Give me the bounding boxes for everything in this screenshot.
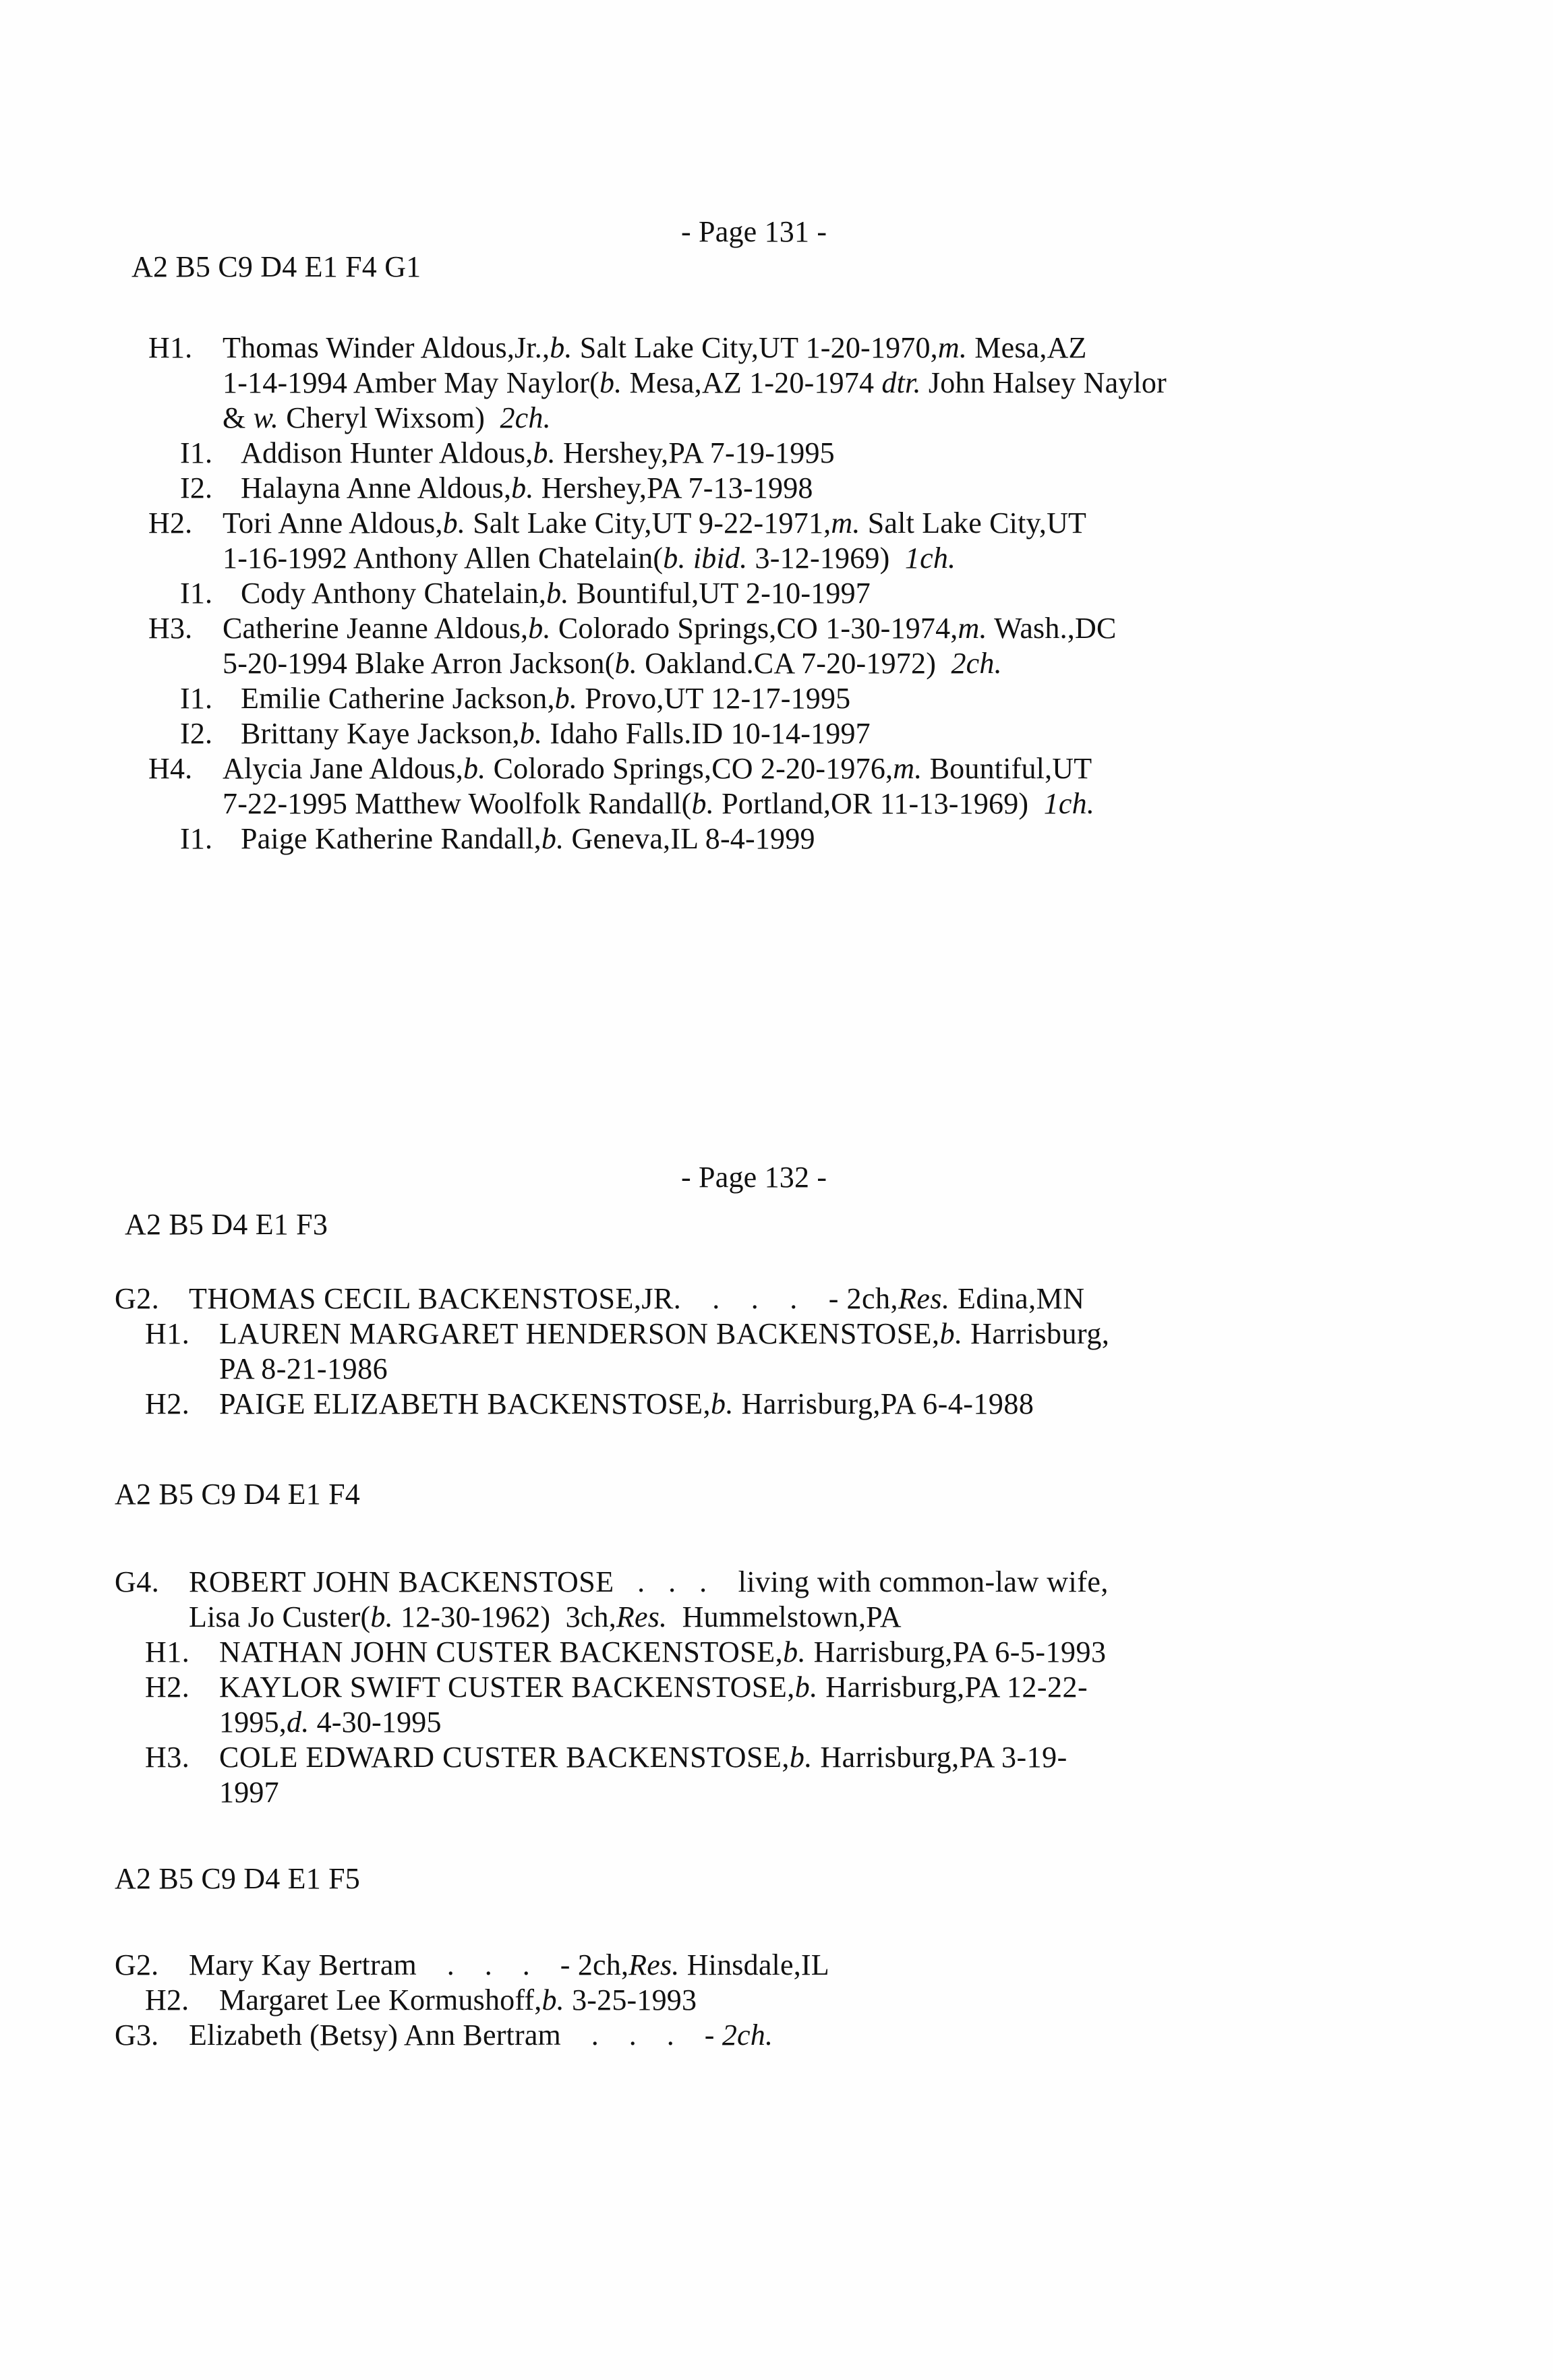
abbreviation: b.	[554, 682, 578, 715]
abbreviation: b.	[528, 612, 551, 645]
entry-text: Paige Katherine Randall,b. Geneva,IL 8-4-1999	[241, 822, 815, 855]
abbreviation: b.	[550, 331, 573, 364]
abbreviation: b.	[541, 1983, 564, 2016]
generation-label: H3.	[148, 612, 193, 645]
entry-text: ROBERT JOHN BACKENSTOSE . . . living with common-law wife,	[189, 1565, 1109, 1598]
entry-text: Lisa Jo Custer(b. 12-30-1962) 3ch,Res. Hummelstown,PA	[189, 1600, 902, 1633]
entry-line	[219, 1705, 442, 1740]
entry-text: Brittany Kaye Jackson,b. Idaho Falls.ID 10-14-1997	[241, 717, 871, 750]
page-number-131: - Page 131 -	[681, 215, 827, 248]
entry-line	[223, 646, 1002, 681]
generation-label: I1.	[180, 436, 213, 469]
abbreviation: b.	[511, 471, 534, 504]
abbreviation: b.	[533, 436, 556, 469]
entry-text: 1995,d. 4-30-1995	[219, 1706, 442, 1739]
entry-line	[180, 821, 815, 857]
generation-label: H4.	[148, 752, 193, 785]
generation-label: I1.	[180, 822, 213, 855]
entry-line	[180, 576, 871, 611]
abbreviation: Res.	[628, 1948, 680, 1981]
generation-label: G2.	[115, 1282, 160, 1315]
entry-line	[180, 716, 871, 751]
abbreviation: b.	[794, 1671, 818, 1704]
page-number-132: - Page 132 -	[681, 1161, 827, 1194]
entry-line	[219, 1775, 279, 1810]
abbreviation: b.	[789, 1741, 813, 1774]
generation-label: I2.	[180, 471, 213, 504]
abbreviation: dtr.	[881, 366, 921, 399]
abbreviation: 1ch.	[904, 542, 956, 575]
entry-line	[145, 1983, 697, 2018]
entry-line	[223, 401, 551, 436]
entry-text: PA 8-21-1986	[219, 1352, 388, 1385]
entry-line	[148, 611, 1117, 646]
lineage-code-header: A2 B5 D4 E1 F3	[125, 1208, 328, 1241]
entry-line	[180, 436, 835, 471]
abbreviation: 2ch.	[951, 647, 1002, 680]
abbreviation: w.	[253, 401, 279, 434]
entry-line	[223, 786, 1094, 821]
generation-label: H1.	[145, 1635, 190, 1668]
abbreviation: d.	[287, 1706, 310, 1739]
entry-text: 7-22-1995 Matthew Woolfolk Randall(b. Portland,OR 11-13-1969) 1ch.	[223, 787, 1095, 820]
generation-label: H2.	[145, 1387, 190, 1420]
abbreviation: b.	[541, 822, 564, 855]
generation-label: H2.	[148, 506, 193, 540]
entry-line	[189, 1600, 902, 1635]
entry-line	[145, 1635, 1107, 1670]
abbreviation: b.	[463, 752, 486, 785]
lineage-code-header: A2 B5 C9 D4 E1 F5	[115, 1862, 360, 1895]
entry-line	[223, 366, 1167, 401]
abbreviation: b.	[442, 506, 466, 540]
generation-label: H1.	[148, 331, 193, 364]
entry-text: COLE EDWARD CUSTER BACKENSTOSE,b. Harrisburg,PA 3-19-	[219, 1741, 1067, 1774]
abbreviation: b.	[711, 1387, 734, 1420]
generation-label: I1.	[180, 577, 213, 610]
entry-line	[148, 751, 1092, 786]
entry-line	[148, 506, 1086, 541]
entry-text: Halayna Anne Aldous,b. Hershey,PA 7-13-1998	[241, 471, 813, 504]
entry-text: 1997	[219, 1776, 279, 1809]
entry-line	[115, 1565, 1109, 1600]
entry-text: LAUREN MARGARET HENDERSON BACKENSTOSE,b. Harrisburg,	[219, 1317, 1110, 1350]
abbreviation: m.	[958, 612, 987, 645]
entry-line	[219, 1352, 388, 1387]
entry-line	[180, 471, 813, 506]
abbreviation: 2ch.	[722, 2019, 773, 2052]
abbreviation: b.	[691, 787, 714, 820]
abbreviation: ibid.	[693, 542, 748, 575]
generation-label: G2.	[115, 1948, 159, 1981]
entry-text: Cody Anthony Chatelain,b. Bountiful,UT 2-10-1997	[241, 577, 871, 610]
abbreviation: 1ch.	[1043, 787, 1095, 820]
generation-label: G3.	[115, 2019, 159, 2052]
generation-label: I1.	[180, 682, 213, 715]
entry-line	[180, 681, 850, 716]
entry-text: Emilie Catherine Jackson,b. Provo,UT 12-17-1995	[241, 682, 851, 715]
abbreviation: m.	[937, 331, 968, 364]
abbreviation: b.	[663, 542, 686, 575]
entry-text: Mary Kay Bertram . . . - 2ch,Res. Hinsdale,IL	[189, 1948, 829, 1981]
entry-line	[145, 1740, 1067, 1775]
entry-text: NATHAN JOHN CUSTER BACKENSTOSE,b. Harrisburg,PA 6-5-1993	[219, 1635, 1107, 1668]
entry-text: PAIGE ELIZABETH BACKENSTOSE,b. Harrisburg,PA 6-4-1988	[219, 1387, 1034, 1420]
entry-text: 5-20-1994 Blake Arron Jackson(b. Oakland.CA 7-20-1972) 2ch.	[223, 647, 1002, 680]
abbreviation: m.	[831, 506, 860, 540]
entry-text: 1-14-1994 Amber May Naylor(b. Mesa,AZ 1-20-1974 dtr. John Halsey Naylor	[223, 366, 1167, 399]
entry-text: KAYLOR SWIFT CUSTER BACKENSTOSE,b. Harrisburg,PA 12-22-	[219, 1671, 1088, 1704]
entry-line	[145, 1670, 1088, 1705]
abbreviation: b.	[783, 1635, 807, 1668]
entry-text: Elizabeth (Betsy) Ann Bertram . . . - 2ch.	[189, 2019, 773, 2052]
generation-label: G4.	[115, 1565, 160, 1598]
abbreviation: b.	[546, 577, 569, 610]
entry-text: Catherine Jeanne Aldous,b. Colorado Springs,CO 1-30-1974,m. Wash.,DC	[223, 612, 1117, 645]
entry-line	[148, 330, 1087, 366]
entry-line	[145, 1316, 1109, 1352]
generation-label: H3.	[145, 1741, 190, 1774]
generation-label: H2.	[145, 1983, 189, 2016]
lineage-code-header: A2 B5 C9 D4 E1 F4	[115, 1478, 360, 1511]
abbreviation: m.	[893, 752, 922, 785]
abbreviation: b.	[599, 366, 622, 399]
entry-text: Thomas Winder Aldous,Jr.,b. Salt Lake City,UT 1-20-1970,m. Mesa,AZ	[223, 331, 1087, 364]
generation-label: I2.	[180, 717, 213, 750]
entry-line	[223, 541, 956, 576]
abbreviation: b.	[614, 647, 637, 680]
generation-label: H1.	[145, 1317, 190, 1350]
entry-text: 1-16-1992 Anthony Allen Chatelain(b. ibid. 3-12-1969) 1ch.	[223, 542, 956, 575]
entry-text: Tori Anne Aldous,b. Salt Lake City,UT 9-22-1971,m. Salt Lake City,UT	[223, 506, 1087, 540]
abbreviation: 2ch.	[500, 401, 551, 434]
entry-text: Margaret Lee Kormushoff,b. 3-25-1993	[219, 1983, 697, 2016]
abbreviation: b.	[939, 1317, 963, 1350]
entry-text: Alycia Jane Aldous,b. Colorado Springs,CO 2-20-1976,m. Bountiful,UT	[223, 752, 1092, 785]
abbreviation: b.	[370, 1600, 393, 1633]
abbreviation: b.	[519, 717, 543, 750]
entry-line	[115, 1281, 1085, 1316]
entry-text: & w. Cheryl Wixsom) 2ch.	[223, 401, 551, 434]
lineage-code-header: A2 B5 C9 D4 E1 F4 G1	[131, 250, 421, 283]
abbreviation: Res.	[898, 1282, 950, 1315]
generation-label: H2.	[145, 1671, 190, 1704]
entry-line	[115, 1948, 829, 1983]
entry-line	[145, 1387, 1034, 1422]
entry-line	[115, 2018, 773, 2053]
abbreviation: Res.	[616, 1600, 668, 1633]
entry-text: Addison Hunter Aldous,b. Hershey,PA 7-19-1995	[241, 436, 835, 469]
entry-text: THOMAS CECIL BACKENSTOSE,JR. . . . - 2ch,Res. Edina,MN	[189, 1282, 1085, 1315]
